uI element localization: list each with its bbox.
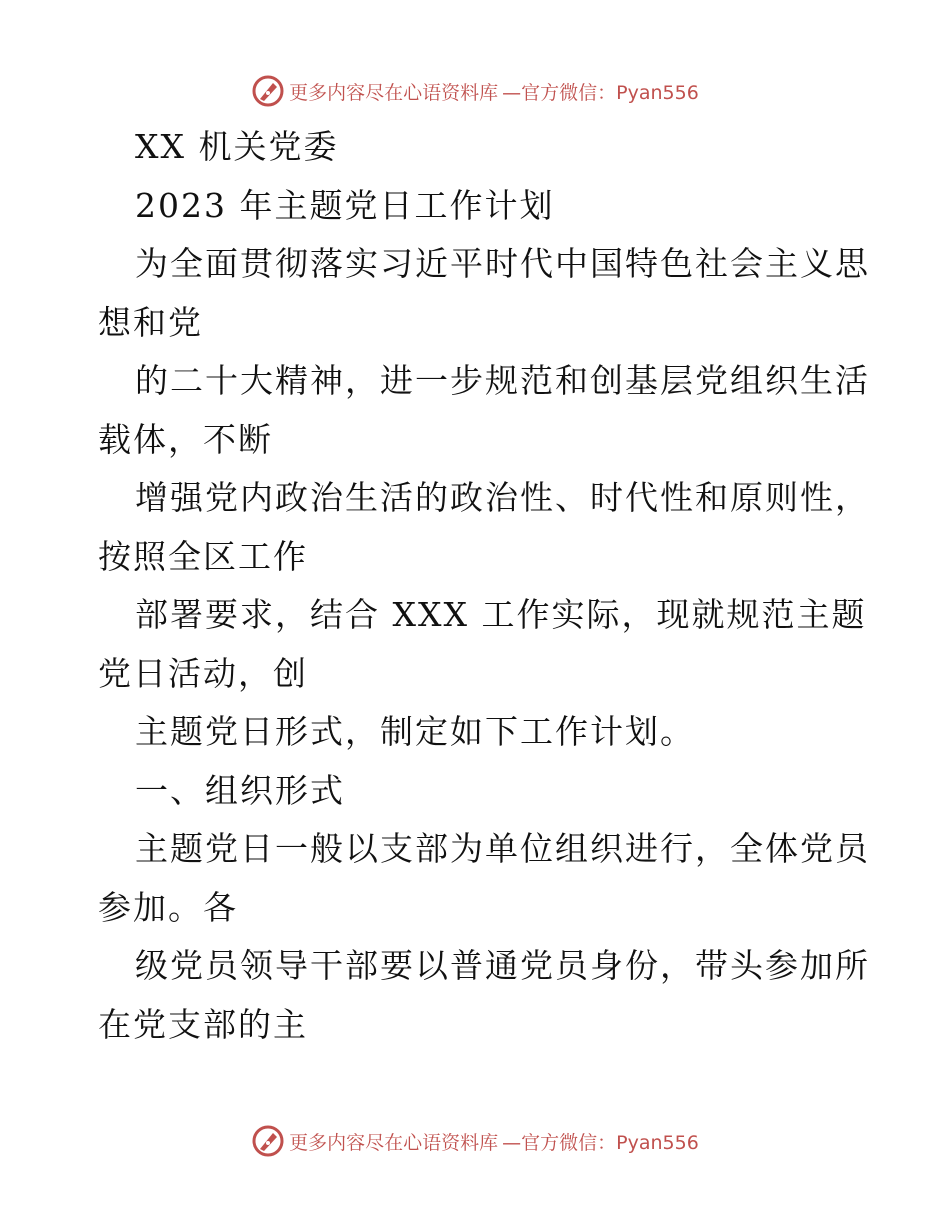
doc-line: 部署要求，结合 XXX 工作实际，现就规范主题 xyxy=(135,595,867,634)
doc-line: 党日活动，创 xyxy=(98,653,308,693)
doc-line: 的二十大精神，进一步规范和创基层党组织生活 xyxy=(135,361,870,400)
doc-line: 在党支部的主 xyxy=(98,1004,308,1044)
doc-line: 为全面贯彻落实习近平时代中国特色社会主义思 xyxy=(135,244,870,283)
footer-watermark xyxy=(0,1124,950,1158)
header-watermark xyxy=(0,74,950,108)
doc-line: 载体，不断 xyxy=(98,419,273,459)
watermark-main-text: 更多内容尽在心语资料库 xyxy=(289,81,499,104)
doc-line: 一、组织形式 xyxy=(135,770,345,810)
doc-line: 2023 年主题党日工作计划 xyxy=(135,185,555,225)
watermark-sub-text: —官方微信：Pyan556 xyxy=(502,81,699,104)
doc-line: 想和党 xyxy=(98,302,203,342)
doc-line: XX 机关党委 xyxy=(135,127,339,166)
document-body xyxy=(98,118,870,1054)
watermark-sub-text: —官方微信：Pyan556 xyxy=(502,1131,699,1154)
doc-line: 按照全区工作 xyxy=(98,536,308,576)
pen-nib-logo-icon xyxy=(251,1124,285,1158)
doc-line: 增强党内政治生活的政治性、时代性和原则性， xyxy=(135,478,870,517)
doc-line: 主题党日一般以支部为单位组织进行，全体党员 xyxy=(135,829,870,868)
doc-line: 主题党日形式，制定如下工作计划。 xyxy=(135,712,695,751)
doc-line: 级党员领导干部要以普通党员身份，带头参加所 xyxy=(135,946,870,985)
watermark-main-text: 更多内容尽在心语资料库 xyxy=(289,1131,499,1154)
pen-nib-logo-icon xyxy=(251,74,285,108)
doc-line: 参加。各 xyxy=(98,887,238,927)
